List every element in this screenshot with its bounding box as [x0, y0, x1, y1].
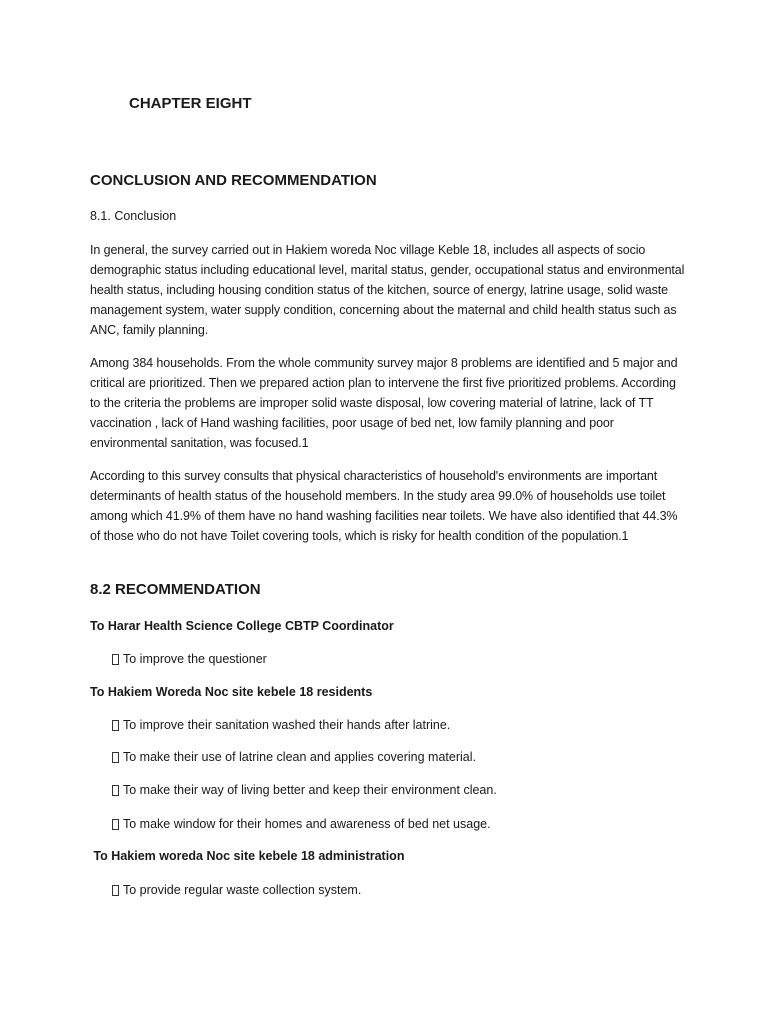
- missing-glyph-box-icon: [112, 785, 119, 796]
- missing-glyph-box-icon: [112, 819, 119, 830]
- conclusion-paragraph-3: According to this survey consults that physical characteristics of household's environments are important determinants of health status of the household members. In the study area 99.0% of households use toilet among which 41.9% of them have no hand washing facilities near toilets. We have also identified that 44.3% of those who do not have Toilet covering tools, which is risky for health condition of the population.1: [90, 469, 678, 543]
- recommendation-item-text: To make window for their homes and awareness of bed net usage.: [123, 817, 491, 831]
- recommendation-item: [112, 817, 491, 831]
- missing-glyph-box-icon: [112, 752, 119, 763]
- recommendation-item-text: To improve their sanitation washed their hands after latrine.: [123, 718, 451, 732]
- recommendation-item: [112, 750, 476, 764]
- missing-glyph-box-icon: [112, 654, 119, 665]
- recommendation-item-text: To make their way of living better and keep their environment clean.: [123, 783, 497, 797]
- recommendation-audience-2: To Hakiem Woreda Noc site kebele 18 residents: [90, 685, 373, 699]
- conclusion-paragraph-2: Among 384 households. From the whole community survey major 8 problems are identified and 5 major and critical are prioritized. Then we prepared action plan to intervene the first five prioritized problems. According to the criteria the problems are improper solid waste disposal, low covering material of latrine, lack of TT vaccination , lack of Hand washing facilities, poor usage of bed net, low family planning and poor environmental sanitation, was focused.1: [90, 356, 678, 450]
- recommendation-item-text: To make their use of latrine clean and applies covering material.: [123, 750, 476, 764]
- recommendation-heading: 8.2 RECOMMENDATION: [90, 581, 261, 598]
- missing-glyph-box-icon: [112, 885, 119, 896]
- recommendation-item: [112, 718, 450, 732]
- conclusion-paragraph-1: In general, the survey carried out in Hakiem woreda Noc village Keble 18, includes all aspects of socio demographic status including educational level, marital status, gender, occupational status and environmental health status, including housing condition status of the kitchen, source of energy, latrine usage, solid waste management system, water supply condition, concerning about the maternal and child health status such as ANC, family planning.: [90, 243, 685, 337]
- recommendation-item: [112, 783, 497, 797]
- missing-glyph-box-icon: [112, 720, 119, 731]
- recommendation-audience-1: To Harar Health Science College CBTP Coordinator: [90, 619, 394, 633]
- recommendation-item-text: To provide regular waste collection system.: [123, 883, 362, 897]
- conclusion-heading: 8.1. Conclusion: [90, 209, 177, 223]
- recommendation-item: [112, 883, 361, 897]
- section-title: CONCLUSION AND RECOMMENDATION: [90, 172, 377, 189]
- recommendation-audience-3: To Hakiem woreda Noc site kebele 18 administration: [90, 849, 405, 863]
- chapter-title: CHAPTER EIGHT: [129, 95, 252, 112]
- recommendation-item-text: To improve the questioner: [123, 652, 267, 666]
- recommendation-item: [112, 652, 267, 666]
